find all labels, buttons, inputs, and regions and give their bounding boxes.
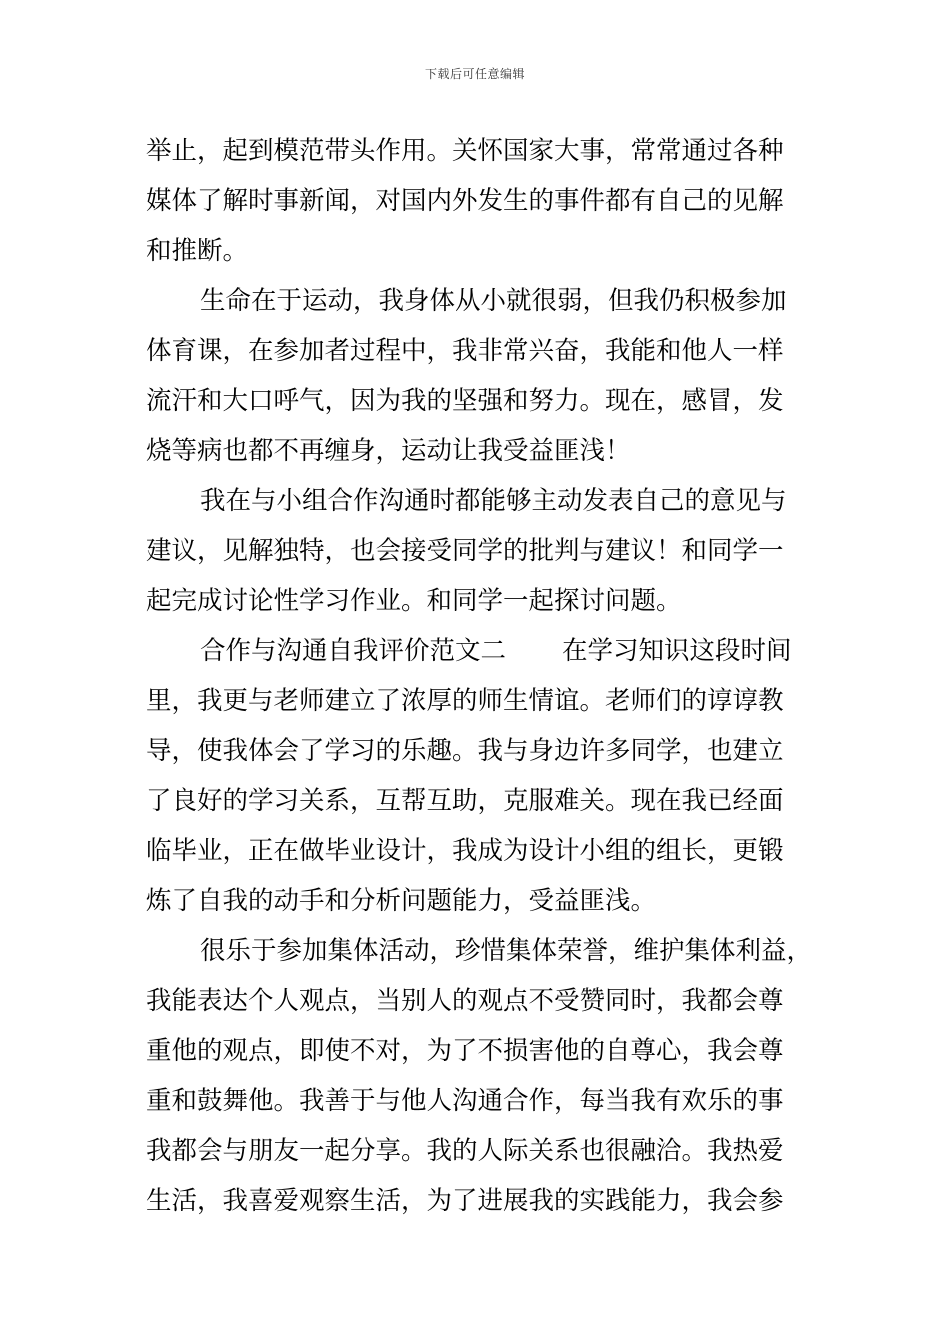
page-header: 下载后可任意编辑	[424, 67, 525, 81]
text-line: 建议，见解独特，也会接受同学的批判与建议！和同学一	[146, 536, 784, 566]
paragraph-2	[146, 276, 821, 476]
paragraph-1	[146, 126, 821, 276]
text-line: 导，使我体会了学习的乐趣。我与身边许多同学，也建立	[146, 736, 784, 766]
paragraph-5	[146, 926, 821, 1226]
text-line	[146, 626, 821, 676]
paragraph-3	[146, 476, 821, 626]
text-line: 很乐于参加集体活动，珍惜集体荣誉，维护集体利益，	[200, 936, 813, 966]
text-line: 举止，起到模范带头作用。关怀国家大事，常常通过各种	[146, 136, 784, 166]
text-line: 我能表达个人观点，当别人的观点不受赞同时，我都会尊	[146, 986, 784, 1016]
text-line: 临毕业，正在做毕业设计，我成为设计小组的组长，更锻	[146, 836, 784, 866]
text-line: 媒体了解时事新闻，对国内外发生的事件都有自己的见解	[146, 186, 784, 216]
text-line: 重和鼓舞他。我善于与他人沟通合作，每当我有欢乐的事	[146, 1086, 784, 1116]
text-line: 我在与小组合作沟通时都能够主动发表自己的意见与	[200, 486, 787, 516]
text-line: 我都会与朋友一起分享。我的人际关系也很融洽。我热爱	[146, 1136, 784, 1166]
text-line: 起完成讨论性学习作业。和同学一起探讨问题。	[146, 586, 682, 616]
paragraph-4	[146, 626, 821, 926]
text-line: 生活，我喜爱观察生活，为了进展我的实践能力，我会参	[146, 1186, 784, 1216]
text-line: 重他的观点，即使不对，为了不损害他的自尊心，我会尊	[146, 1036, 784, 1066]
text-line: 生命在于运动，我身体从小就很弱，但我仍积极参加	[200, 286, 787, 316]
section-heading: 合作与沟通自我评价范文二	[200, 636, 507, 666]
text-line: 流汗和大口呼气，因为我的坚强和努力。现在，感冒，发	[146, 386, 784, 416]
document-body	[146, 126, 821, 1226]
text-line: 和推断。	[146, 236, 249, 266]
text-line: 体育课，在参加者过程中，我非常兴奋，我能和他人一样	[146, 336, 784, 366]
text-segment: 在学习知识这段时间	[562, 636, 792, 666]
text-line: 烧等病也都不再缠身，运动让我受益匪浅！	[146, 436, 631, 466]
text-line: 里，我更与老师建立了浓厚的师生情谊。老师们的谆谆教	[146, 686, 784, 716]
text-line: 炼了自我的动手和分析问题能力，受益匪浅。	[146, 886, 657, 916]
text-line: 了良好的学习关系，互帮互助，克服难关。现在我已经面	[146, 786, 784, 816]
